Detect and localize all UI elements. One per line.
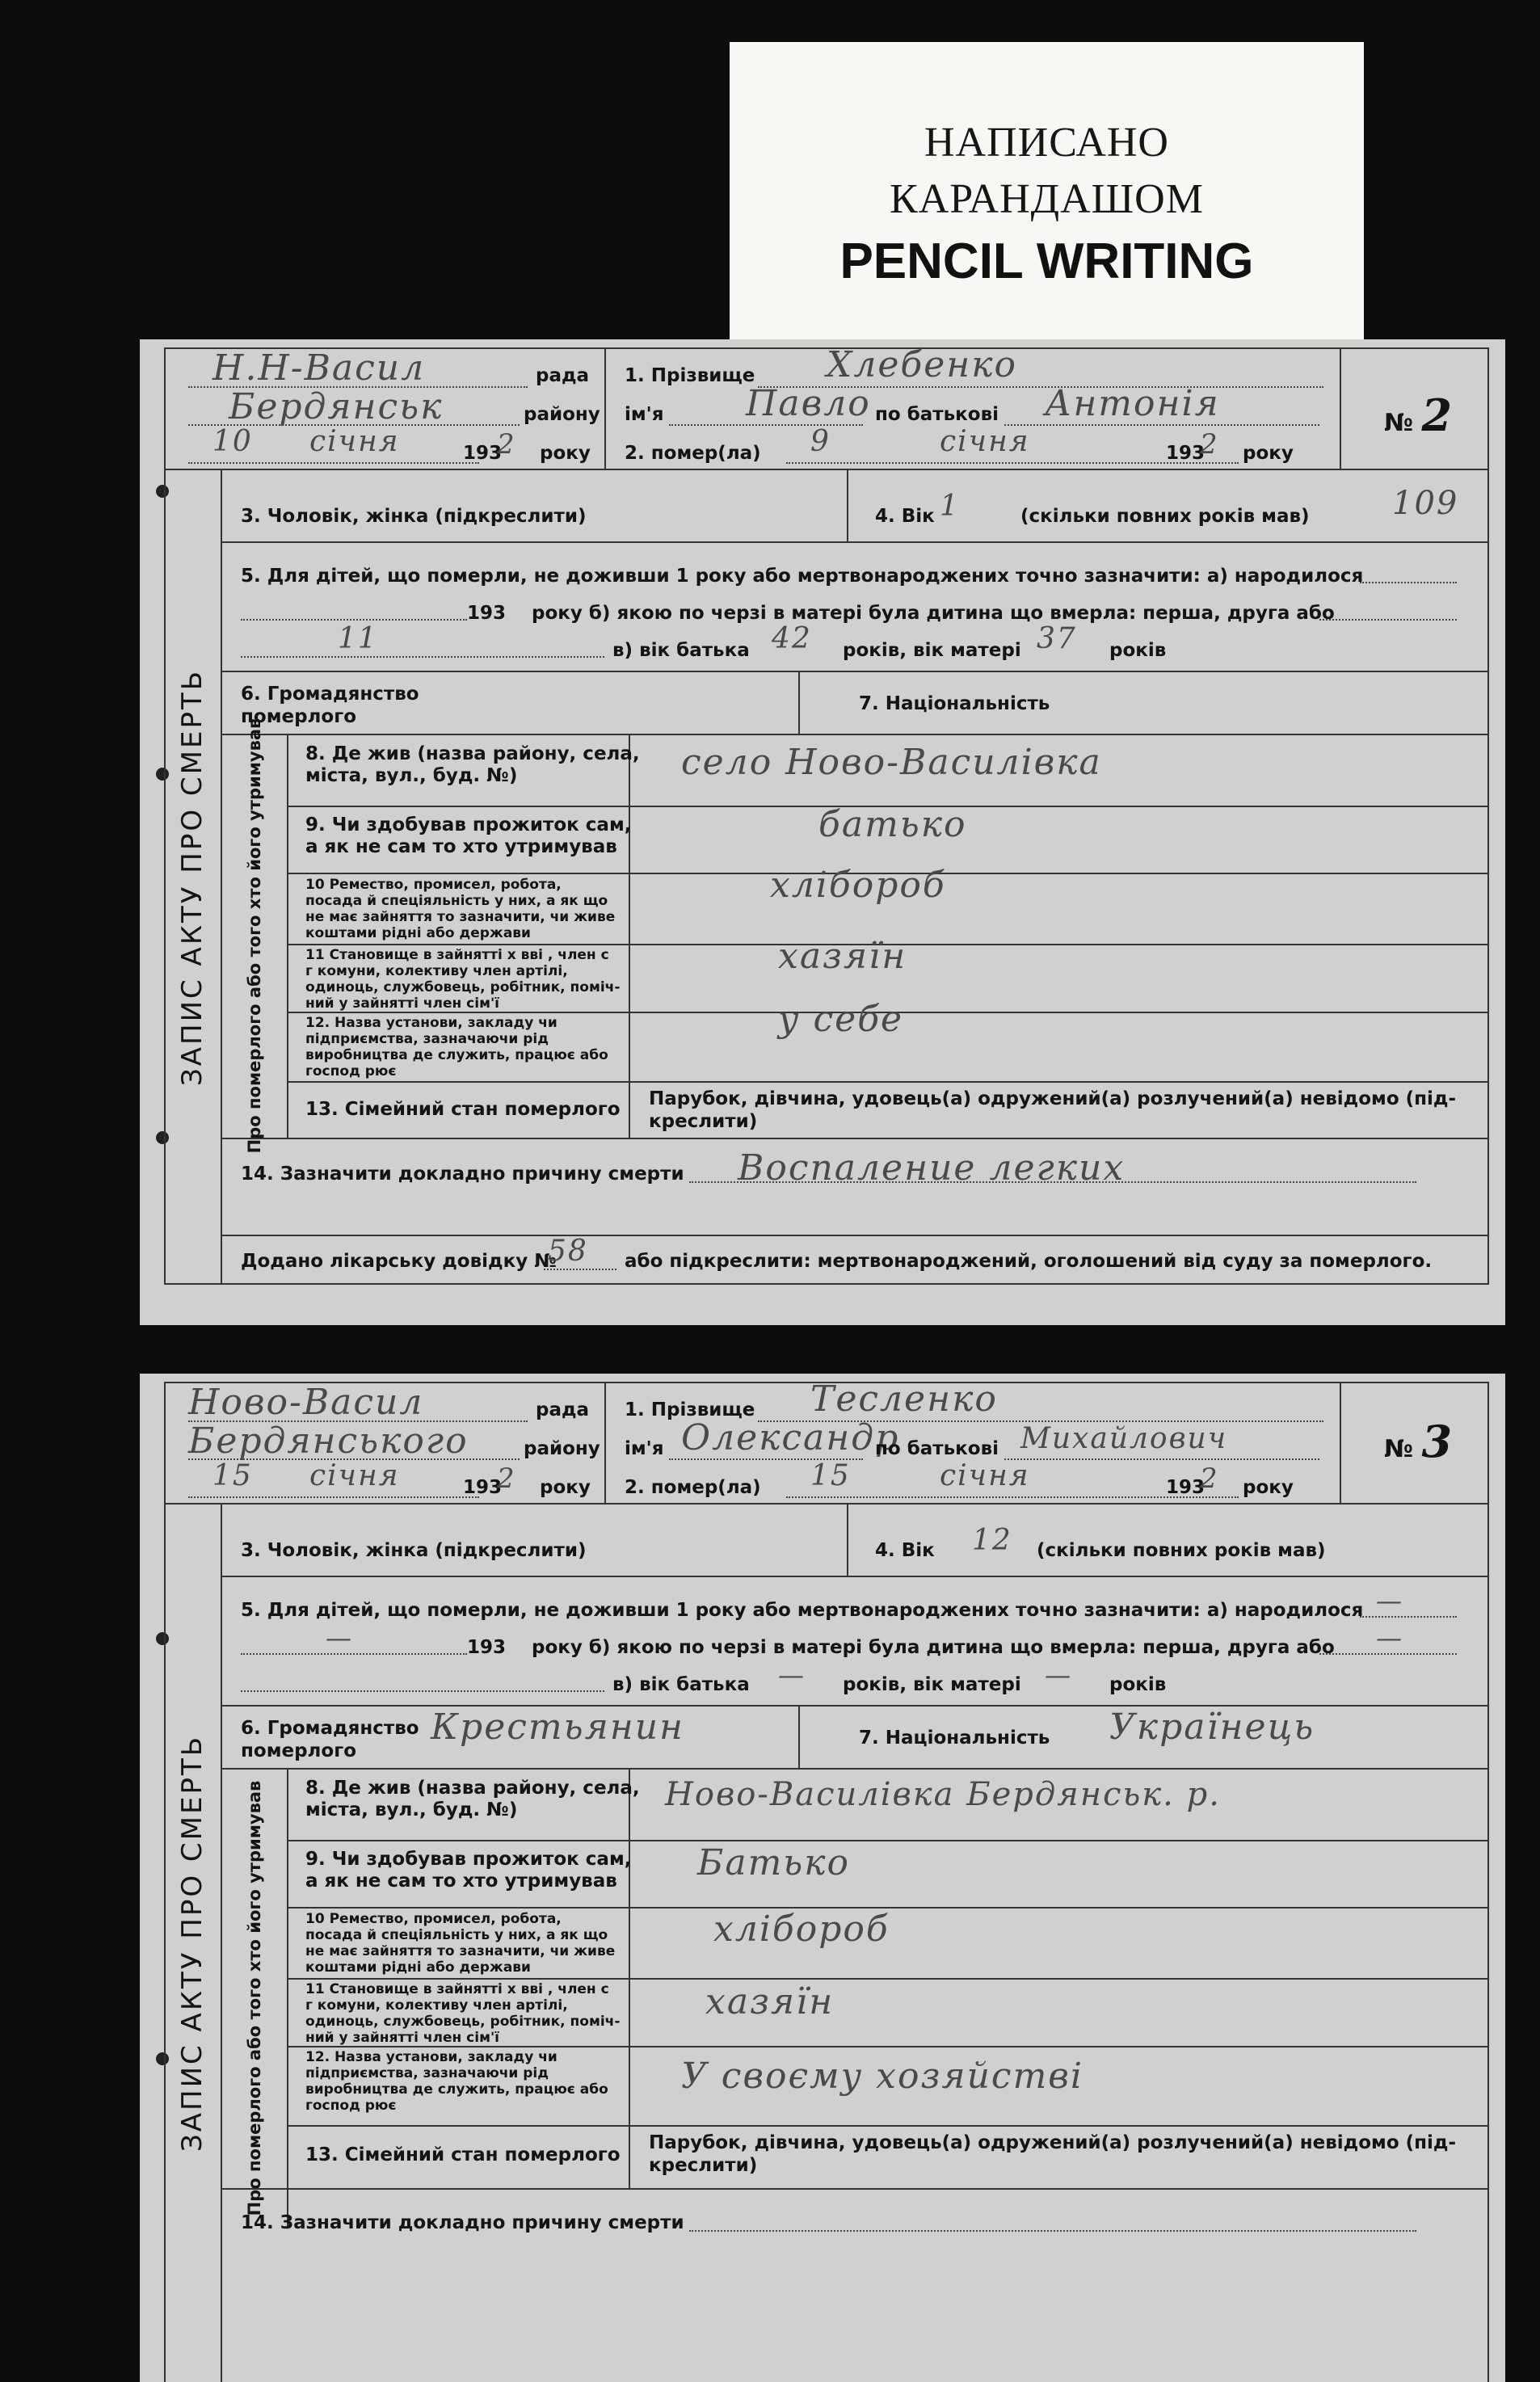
age-note: (скільки повних років мав) — [1037, 1540, 1326, 1561]
children-line-1: 5. Для дітей, що померли, не доживши 1 року або мертвонароджених точно зазначити: а) народилося — [241, 566, 1364, 587]
record-year: 2 — [497, 428, 516, 461]
po-batkovi-label: по батькові — [875, 1438, 999, 1459]
children-line-2: року б) якою по черзі в матері була дитина що вмерла: перша, друга або — [532, 603, 1335, 624]
rada-value: Ново-Васил — [188, 1382, 424, 1423]
rada-label: рада — [536, 1399, 590, 1420]
patronymic-value: Михайлович — [1020, 1422, 1228, 1455]
death-record-1 — [140, 339, 1505, 1325]
q10-label: 10 Ремество, промисел, робота, посада й спеціяльність у них, а як що не має зайняття то зазначити, чи живе коштами рідні або держави — [305, 1911, 616, 1976]
father-age: 42 — [772, 622, 812, 655]
child-order: 11 — [338, 622, 378, 655]
record-number: № 2 — [1384, 389, 1453, 441]
pencil-writing-label — [730, 42, 1364, 343]
q11-label: 11 Становище в зайнятті х вві , член с г комуни, колективу член артілі, одиноць, службовець, робітник, помічний у зайнятті член сім'ї — [305, 1981, 621, 2046]
death-year-prefix: 193 — [1166, 1477, 1205, 1498]
q13-options: Парубок, дівчина, удовець(а) одружений(а) розлучений(а) невідомо (під- креслити) — [649, 2132, 1457, 2176]
q8-answer: село Ново-Василівка — [681, 742, 1102, 783]
raion-label: району — [524, 1438, 600, 1459]
q10-label: 10 Ремество, промисел, робота, посада й спеціяльність у них, а як що не має зайняття то зазначити, чи живе коштами рідні або держави — [305, 877, 616, 941]
mother-age-dash: — — [1045, 1660, 1072, 1690]
death-month: січня — [940, 425, 1030, 458]
children-line-1: 5. Для дітей, що померли, не доживши 1 року або мертвонароджених точно зазначити: а) народилося — [241, 1600, 1364, 1621]
children-line-3b: років, вік матері — [843, 640, 1021, 661]
children-line-2: року б) якою по черзі в матері була дитина що вмерла: перша, друга або — [532, 1637, 1335, 1658]
q8-label: 8. Де жив (назва району, села, міста, вул., буд. №) — [305, 743, 640, 786]
children-order-dash: — — [1376, 1622, 1403, 1653]
sex-label: 3. Чоловік, жінка (підкреслити) — [241, 1540, 587, 1561]
children-line-3b: років, вік матері — [843, 1674, 1021, 1695]
age-label: 4. Вік — [875, 1540, 935, 1561]
record-day: 15 — [212, 1459, 253, 1492]
q9-label: 9. Чи здобував прожиток сам, а як не сам то хто утримував — [305, 814, 632, 857]
death-year: 2 — [1200, 1462, 1219, 1495]
po-batkovi-label: по батькові — [875, 404, 999, 425]
death-roku-label: року — [1243, 443, 1294, 464]
death-day: 15 — [810, 1459, 851, 1492]
raion-value: Бердянського — [188, 1420, 469, 1462]
q13-label: 13. Сімейний стан померлого — [305, 1099, 621, 1120]
label-line-1: НАПИСАНО — [924, 120, 1169, 166]
death-month: січня — [940, 1459, 1030, 1492]
record-number: № 3 — [1384, 1416, 1453, 1467]
record-year: 2 — [497, 1462, 516, 1495]
mother-age: 37 — [1037, 622, 1077, 655]
imya-label: ім'я — [625, 1438, 664, 1459]
side-subtitle: Про померлого або того хто його утримував — [222, 1768, 288, 2228]
name-value: Олександр — [681, 1417, 900, 1458]
children-year-prefix: 193 — [467, 603, 507, 624]
name-value: Павло — [746, 383, 871, 424]
rada-label: рада — [536, 365, 590, 386]
death-day: 9 — [810, 425, 831, 458]
children-year-dash: — — [326, 1622, 353, 1653]
patronymic-value: Антонія — [1045, 383, 1220, 424]
children-line-3c: років — [1109, 640, 1167, 661]
citizenship-label: 6. Громадянство померлого — [241, 684, 419, 727]
label-line-3: PENCIL WRITING — [839, 234, 1254, 289]
q12-answer: У своєму хозяйстві — [681, 2056, 1083, 2097]
pomer-label: 2. помер(ла) — [625, 443, 761, 464]
q9-answer: Батько — [697, 1842, 851, 1883]
q12-label: 12. Назва установи, закладу чи підприємства, зазначаючи рід виробництва де служить, працює або господ рює — [305, 1015, 608, 1079]
death-year: 2 — [1200, 428, 1219, 461]
death-year-prefix: 193 — [1166, 443, 1205, 464]
children-line-3c: років — [1109, 1674, 1167, 1695]
death-record-2 — [140, 1374, 1505, 2382]
footer-text: або підкреслити: мертвонароджений, оголошений від суду за померлого. — [625, 1251, 1433, 1272]
pomer-label: 2. помер(ла) — [625, 1477, 761, 1498]
side-subtitle: Про померлого або того хто його утримував — [222, 734, 288, 1138]
children-line-3a: в) вік батька — [612, 1674, 750, 1695]
father-age-dash: — — [778, 1660, 806, 1690]
q8-label: 8. Де жив (назва району, села, міста, вул., буд. №) — [305, 1778, 640, 1820]
age-label: 4. Вік — [875, 506, 935, 527]
record-day: 10 — [212, 425, 253, 458]
q14-label: 14. Зазначити докладно причину смерти — [241, 2212, 684, 2233]
raion-value: Бердянськ — [229, 386, 444, 427]
q8-answer: Ново-Василівка Бердянськ. р. — [665, 1776, 1221, 1813]
q10-answer: хлібороб — [770, 865, 946, 906]
children-born-dash: — — [1376, 1585, 1403, 1616]
margin-note: 109 — [1392, 485, 1459, 522]
q13-options: Парубок, дівчина, удовець(а) одружений(а) розлучений(а) невідомо (під- креслити) — [649, 1088, 1457, 1132]
sex-label: 3. Чоловік, жінка (підкреслити) — [241, 506, 587, 527]
q12-answer: у себе — [778, 999, 904, 1040]
q12-label: 12. Назва установи, закладу чи підприємства, зазначаючи рід виробництва де служить, працює або господ рює — [305, 2049, 608, 2114]
citizenship-value: Крестьянин — [431, 1707, 685, 1748]
q14-label: 14. Зазначити докладно причину смерти — [241, 1164, 684, 1185]
q11-answer: хазяїн — [705, 1981, 835, 2022]
nationality-value: Українець — [1109, 1707, 1315, 1748]
year-prefix: 193 — [463, 1477, 503, 1498]
rada-value: Н.Н-Васил — [212, 347, 426, 389]
q9-label: 9. Чи здобував прожиток сам, а як не сам то хто утримував — [305, 1849, 632, 1892]
q13-label: 13. Сімейний стан померлого — [305, 2144, 621, 2165]
q10-answer: хлібороб — [713, 1909, 890, 1950]
roku-label: року — [540, 443, 591, 464]
side-title: ЗАПИС АКТУ ПРО СМЕРТЬ — [164, 469, 222, 1285]
age-note: (скільки повних років мав) — [1020, 506, 1310, 527]
nationality-label: 7. Національність — [859, 1728, 1050, 1749]
q14-answer: Воспаление легких — [738, 1147, 1126, 1189]
footer-doc-label: Додано лікарську довідку № — [241, 1251, 557, 1272]
death-roku-label: року — [1243, 1477, 1294, 1498]
record-month: січня — [309, 1459, 400, 1492]
record-month: січня — [309, 425, 400, 458]
imya-label: ім'я — [625, 404, 664, 425]
year-prefix: 193 — [463, 443, 503, 464]
label-line-2: КАРАНДАШОМ — [890, 176, 1204, 222]
q9-answer: батько — [818, 804, 967, 845]
roku-label: року — [540, 1477, 591, 1498]
doc-number: 58 — [548, 1235, 588, 1268]
surname-value: Хлебенко — [827, 344, 1018, 385]
age-value: 12 — [972, 1524, 1012, 1557]
q11-answer: хазяїн — [778, 936, 907, 977]
surname-value: Тесленко — [810, 1378, 998, 1420]
record-form — [164, 1378, 1489, 2382]
children-line-3a: в) вік батька — [612, 640, 750, 661]
side-title: ЗАПИС АКТУ ПРО СМЕРТЬ — [164, 1503, 222, 2382]
nationality-label: 7. Національність — [859, 693, 1050, 714]
children-year-prefix: 193 — [467, 1637, 507, 1658]
q11-label: 11 Становище в зайнятті х вві , член с г комуни, колективу член артілі, одиноць, службовець, робітник, помічний у зайнятті член сім'ї — [305, 947, 621, 1012]
citizenship-label: 6. Громадянство померлого — [241, 1718, 419, 1761]
raion-label: району — [524, 404, 600, 425]
age-value: 1 — [940, 490, 960, 523]
surname-label: 1. Прізвище — [625, 365, 755, 386]
record-form — [164, 344, 1489, 1285]
surname-label: 1. Прізвище — [625, 1399, 755, 1420]
